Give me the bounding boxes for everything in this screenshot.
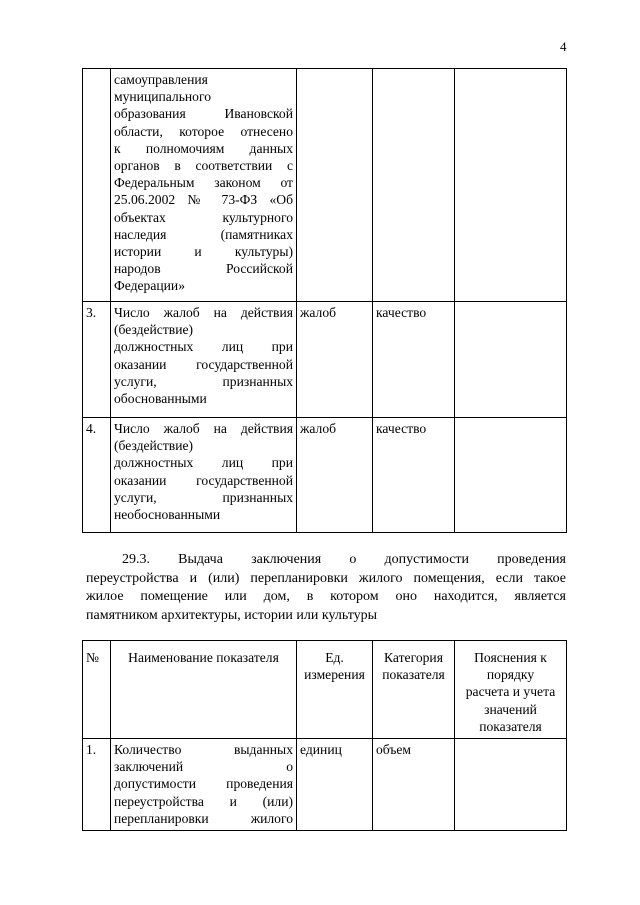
table-row (83, 739, 567, 831)
cell-name (111, 69, 297, 302)
cell-name-line: переустройства и (или) (114, 793, 293, 809)
cell-name-line: (бездействие) (114, 322, 194, 338)
cell-name (111, 418, 297, 533)
cell-note (455, 739, 567, 831)
cell-name-line: муниципального (114, 89, 212, 105)
section-heading-29-3 (86, 551, 566, 625)
cell-name-line: необоснованными (114, 507, 221, 523)
indicators-table-continued (82, 68, 567, 533)
cell-note (455, 418, 567, 533)
cell-name-line: должностных лиц при (114, 339, 293, 355)
table-header-row (83, 641, 567, 739)
cell-num: 1. (83, 739, 111, 831)
cell-name-line: Число жалоб на действия (114, 305, 293, 320)
cell-name-line: народов Российской (114, 261, 293, 277)
cell-unit: жалоб (297, 418, 373, 533)
cell-name-line: должностных лиц при (114, 455, 293, 471)
section-line: переустройства и (или) перепланировки жилого помещения, если такое (86, 570, 566, 586)
table-row (83, 302, 567, 418)
cell-name-line: обоснованными (114, 391, 207, 407)
cell-name-line: наследия (памятниках (114, 226, 293, 242)
cell-name (111, 302, 297, 418)
cell-unit: единиц (297, 739, 373, 831)
page-number: 4 (560, 39, 567, 54)
cell-num: 3. (83, 302, 111, 418)
header-name: Наименование показателя (111, 641, 297, 739)
cell-unit (297, 69, 373, 302)
cell-num: 4. (83, 418, 111, 533)
cell-note (455, 302, 567, 418)
cell-name (111, 739, 297, 831)
cell-name-line: истории и культуры) (114, 244, 293, 260)
table-row (83, 418, 567, 533)
cell-name-line: 25.06.2002 № 73-ФЗ «Об (114, 192, 293, 208)
header-note: Пояснения к порядку расчета и учета значений показателя (455, 641, 567, 739)
cell-name-line: перепланировки жилого (114, 810, 293, 826)
cell-category: качество (373, 418, 455, 533)
cell-name-line: Федерации» (114, 278, 185, 294)
header-num: № (83, 641, 111, 739)
section-line: памятником архитектуры, истории или культуры (86, 607, 378, 623)
cell-name-line: органов в соответствии с (114, 158, 293, 174)
cell-name-line: Число жалоб на действия (114, 421, 293, 436)
cell-category: объем (373, 739, 455, 831)
cell-num (83, 69, 111, 302)
cell-name-line: области, которое отнесено (114, 123, 293, 139)
header-category: Категория показателя (373, 641, 455, 739)
cell-name-line: допустимости проведения (114, 776, 293, 792)
indicators-table-29-3 (82, 640, 567, 831)
cell-name-line: объектах культурного (114, 209, 293, 225)
cell-note (455, 69, 567, 302)
cell-name-line: к полномочиям данных (114, 140, 293, 156)
cell-category (373, 69, 455, 302)
cell-name-line: услуги, признанных (114, 489, 293, 505)
cell-name-line: оказании государственной (114, 356, 293, 372)
section-line: 29.3. Выдача заключения о допустимости проведения (122, 552, 566, 567)
cell-category: качество (373, 302, 455, 418)
header-unit: Ед. измерения (297, 641, 373, 739)
cell-name-line: Федеральным законом от (114, 175, 293, 191)
cell-name-line: Количество выданных (114, 742, 293, 757)
cell-name-line: заключений о (114, 759, 293, 775)
cell-name-line: образования Ивановской (114, 106, 293, 122)
cell-unit: жалоб (297, 302, 373, 418)
cell-name-line: самоуправления (114, 72, 208, 87)
section-line: жилое помещение или дом, в котором оно находится, является (86, 589, 566, 604)
table-row-continued (83, 69, 567, 302)
cell-name-line: оказании государственной (114, 472, 293, 488)
cell-name-line: услуги, признанных (114, 373, 293, 389)
cell-name-line: (бездействие) (114, 438, 194, 454)
